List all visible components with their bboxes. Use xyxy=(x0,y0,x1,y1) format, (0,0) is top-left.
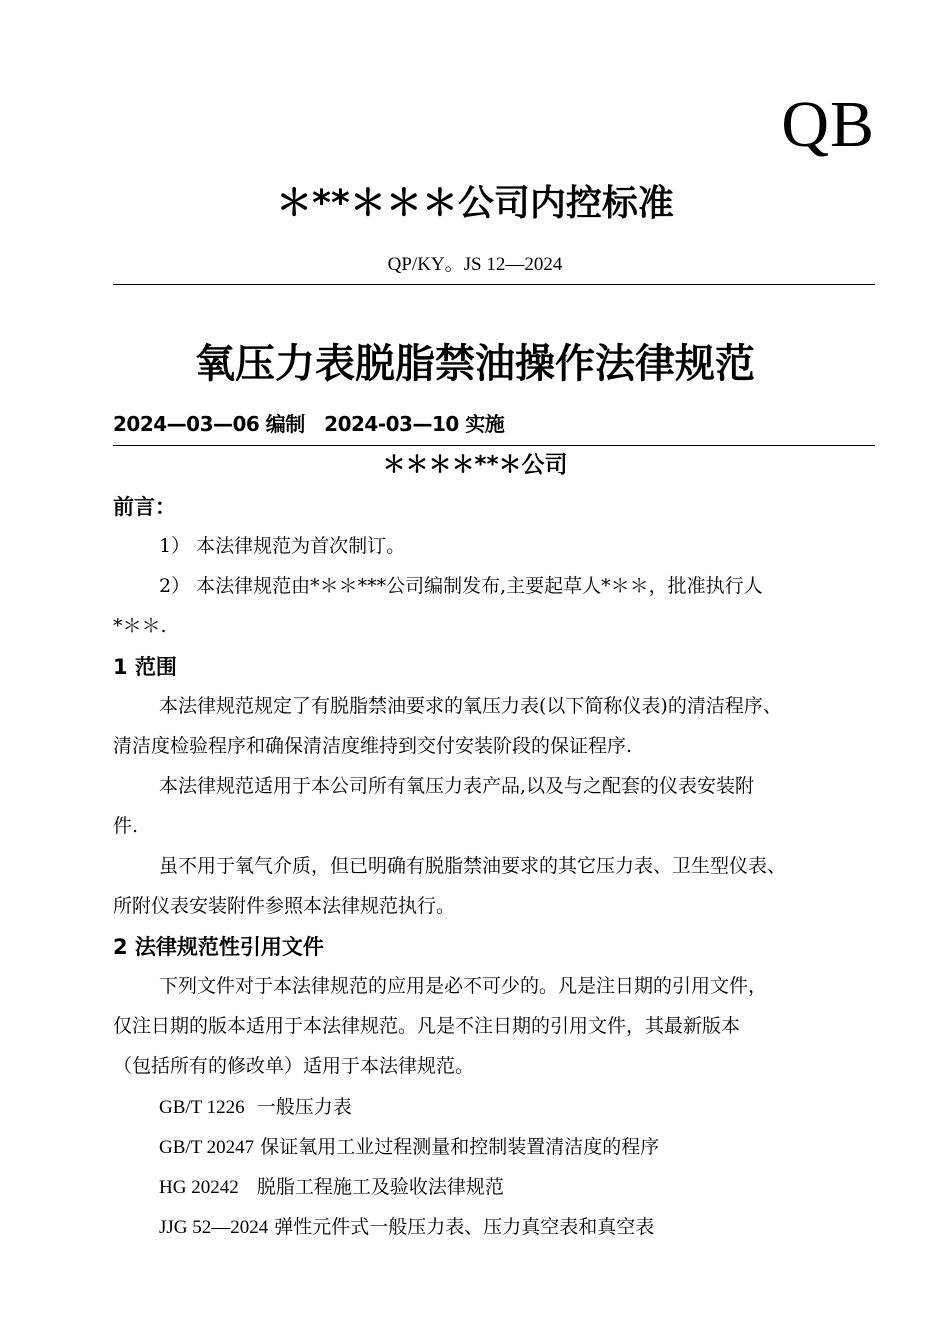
paragraph-line: 仅注日期的版本适用于本法律规范。凡是不注日期的引用文件，其最新版本 xyxy=(113,1015,741,1037)
reference-item xyxy=(159,1092,352,1123)
standard-code: QP/KY。JS 12—2024 xyxy=(387,254,563,275)
reference-item xyxy=(159,1212,654,1243)
foreword-heading: 前言： xyxy=(113,495,176,519)
paragraph-line: 所附仪表安装附件参照本法律规范执行。 xyxy=(113,895,456,917)
reference-code: GB/T 20247 xyxy=(159,1137,255,1158)
foreword-item: 2） 本法律规范由*＊＊***公司编制发布,主要起草人*＊＊，批准执行人 xyxy=(159,575,763,597)
reference-code: JJG 52—2024 xyxy=(159,1217,269,1238)
reference-title: 脱脂工程施工及验收法律规范 xyxy=(238,1176,504,1198)
section-heading-scope: 1 范围 xyxy=(113,655,177,679)
reference-item xyxy=(159,1132,659,1163)
paragraph-line: 下列文件对于本法律规范的应用是必不可少的。凡是注日期的引用文件， xyxy=(159,975,768,997)
qb-mark: QB xyxy=(781,88,875,161)
header-divider xyxy=(113,284,875,285)
foreword-item-continuation: *＊＊. xyxy=(113,615,167,637)
section-heading-references: 2 法律规范性引用文件 xyxy=(113,935,324,959)
reference-code: GB/T 1226 xyxy=(159,1097,245,1118)
reference-title: 保证氧用工业过程测量和控制装置清洁度的程序 xyxy=(254,1136,660,1158)
paragraph-line: 本法律规范适用于本公司所有氧压力表产品,以及与之配套的仪表安装附 xyxy=(159,775,755,797)
paragraph-line: 清洁度检验程序和确保清洁度维持到交付安装阶段的保证程序. xyxy=(113,735,633,757)
issuing-company: ＊＊＊＊**＊公司 xyxy=(382,452,568,478)
paragraph-line: （包括所有的修改单）适用于本法律规范。 xyxy=(113,1055,475,1077)
company-standard-title: ＊**＊＊＊公司内控标准 xyxy=(276,183,674,224)
title-divider xyxy=(113,445,875,446)
paragraph-line: 本法律规范规定了有脱脂禁油要求的氧压力表(以下简称仪表)的清洁程序、 xyxy=(159,695,782,717)
reference-title: 弹性元件式一般压力表、压力真空表和真空表 xyxy=(268,1216,655,1238)
reference-item xyxy=(159,1172,504,1203)
reference-code: HG 20242 xyxy=(159,1177,239,1198)
foreword-item: 1） 本法律规范为首次制订。 xyxy=(159,535,406,557)
paragraph-line: 虽不用于氧气介质，但已明确有脱脂禁油要求的其它压力表、卫生型仪表、 xyxy=(159,855,787,877)
paragraph-line: 件. xyxy=(113,815,139,837)
document-title: 氧压力表脱脂禁油操作法律规范 xyxy=(195,341,755,387)
document-dates: 2024—03—06 编制 2024-03—10 实施 xyxy=(113,412,505,436)
reference-title: 一般压力表 xyxy=(244,1096,352,1118)
